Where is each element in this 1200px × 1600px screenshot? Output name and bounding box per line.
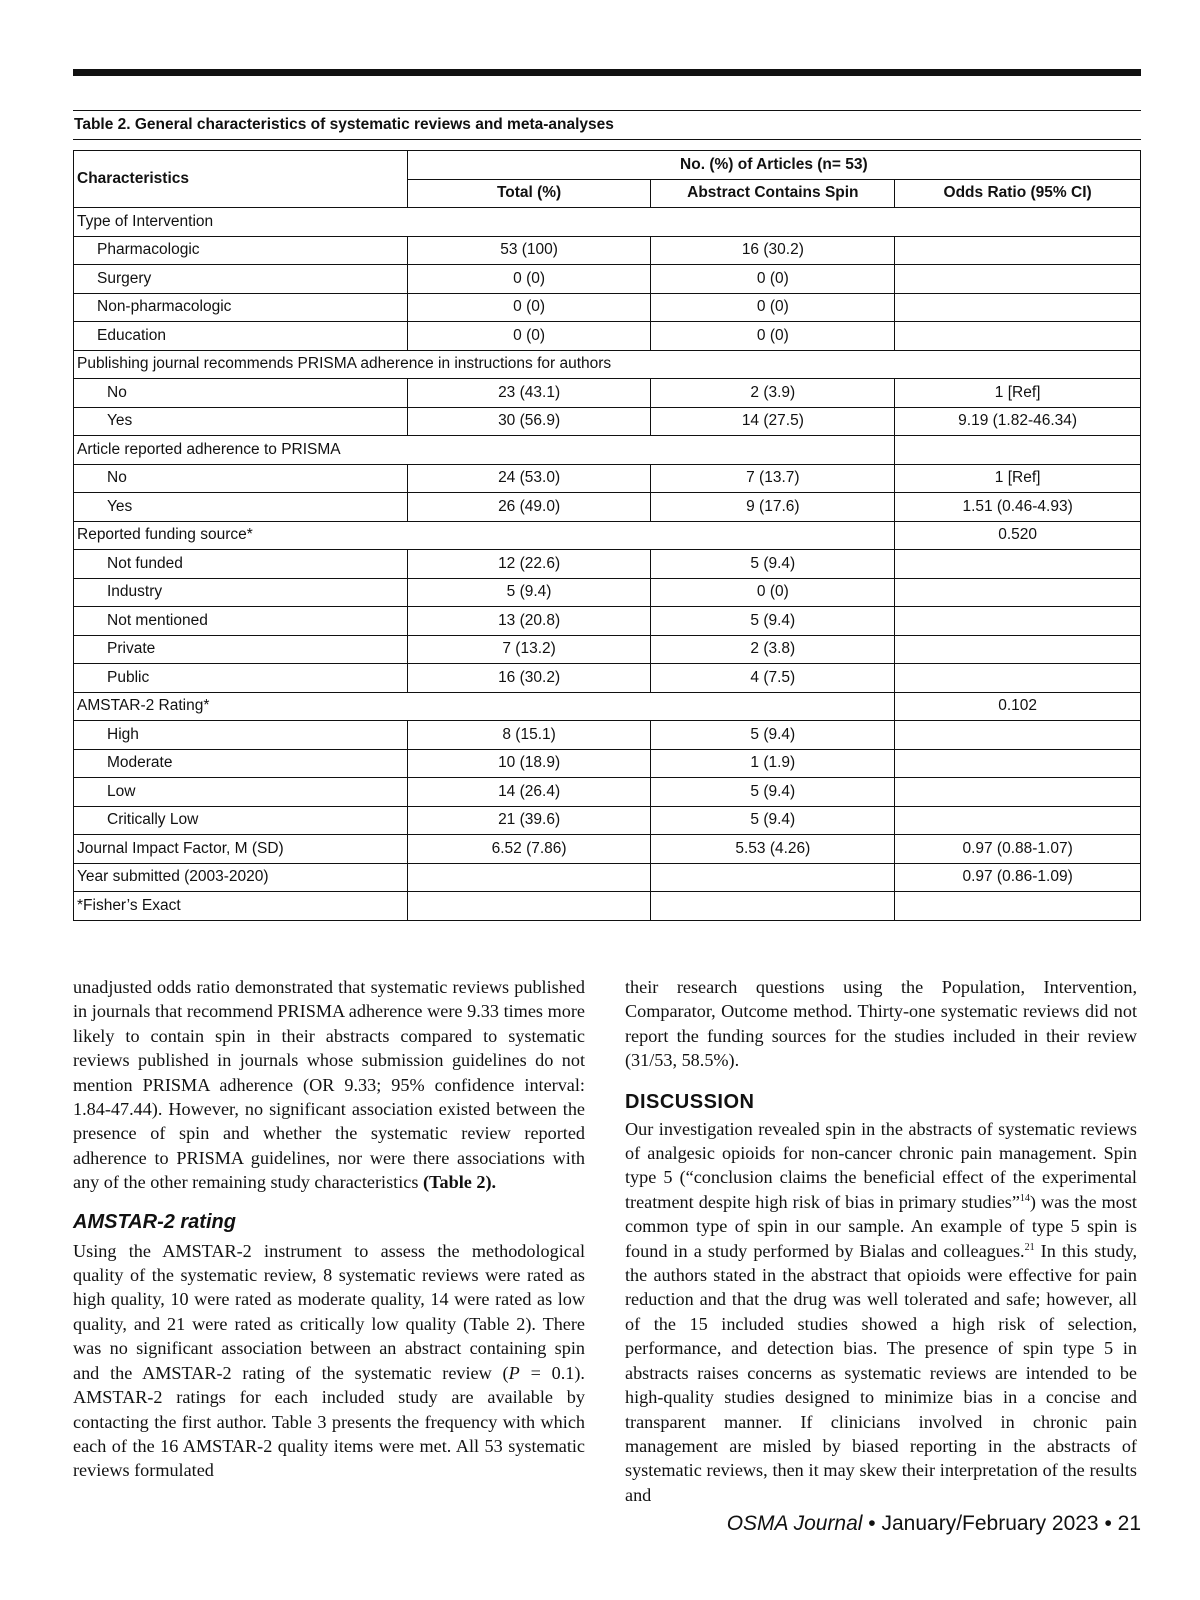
row-label: No bbox=[74, 464, 408, 493]
cell-total: 12 (22.6) bbox=[407, 550, 651, 579]
cell-total: 53 (100) bbox=[407, 236, 651, 265]
discussion-paragraph bbox=[625, 1117, 1137, 1508]
cell-spin: 5 (9.4) bbox=[651, 778, 895, 807]
table-row bbox=[74, 578, 1141, 607]
cell-odds: 0.102 bbox=[895, 692, 1141, 721]
row-label: Year submitted (2003-2020) bbox=[74, 863, 408, 892]
table-row bbox=[74, 521, 1141, 550]
table-row bbox=[74, 635, 1141, 664]
cell-spin: 0 (0) bbox=[651, 322, 895, 351]
table-row bbox=[74, 293, 1141, 322]
cell-odds bbox=[895, 635, 1141, 664]
cell-total: 30 (56.9) bbox=[407, 407, 651, 436]
table-row bbox=[74, 493, 1141, 522]
cell-spin: 5 (9.4) bbox=[651, 806, 895, 835]
table-row bbox=[74, 749, 1141, 778]
cell-spin: 0 (0) bbox=[651, 265, 895, 294]
row-label: Non-pharmacologic bbox=[74, 293, 408, 322]
cell-spin: 2 (3.8) bbox=[651, 635, 895, 664]
amstar-heading: AMSTAR-2 rating bbox=[73, 1210, 236, 1233]
amstar-text-2: = 0.1). AMSTAR-2 ratings for each included study are available by contacting the first author. Table 3 presents the frequency with which each of the 16 AMSTAR-2 quality items were met. All 53 systematic reviews formulated bbox=[73, 1362, 585, 1481]
cell-odds: 1 [Ref] bbox=[895, 464, 1141, 493]
cell-total: 26 (49.0) bbox=[407, 493, 651, 522]
row-label: Pharmacologic bbox=[74, 236, 408, 265]
cell-spin: 0 (0) bbox=[651, 578, 895, 607]
table-row bbox=[74, 806, 1141, 835]
results-paragraph bbox=[73, 975, 585, 1195]
row-label: No bbox=[74, 379, 408, 408]
section-label: Reported funding source* bbox=[74, 521, 895, 550]
cell-odds: 1.51 (0.46-4.93) bbox=[895, 493, 1141, 522]
characteristics-table bbox=[73, 150, 1141, 921]
row-label: Education bbox=[74, 322, 408, 351]
table-row bbox=[74, 407, 1141, 436]
cell-total bbox=[407, 863, 651, 892]
cell-odds bbox=[895, 607, 1141, 636]
cell-total: 23 (43.1) bbox=[407, 379, 651, 408]
cell-spin: 14 (27.5) bbox=[651, 407, 895, 436]
cell-odds: 1 [Ref] bbox=[895, 379, 1141, 408]
cell-odds: 0.520 bbox=[895, 521, 1141, 550]
row-label: Moderate bbox=[74, 749, 408, 778]
cell-odds bbox=[895, 806, 1141, 835]
section-label: Type of Intervention bbox=[74, 208, 1141, 237]
discussion-text-1: Our investigation revealed spin in the abstracts of systematic reviews of analgesic opioids for non-cancer chronic pain management. Spin type 5 (“conclusion claims the beneficial effect of the experimental treatment despite high risk of bias in primary studies” bbox=[625, 1118, 1137, 1212]
cell-odds bbox=[895, 892, 1141, 921]
table-row bbox=[74, 436, 1141, 465]
discussion-text-3: In this study, the authors stated in the abstract that opioids were effective for pain reduction and that the drug was well tolerated and safe; however, all of the 15 included studies showed a high risk of selection, performance, and detection bias. The presence of spin type 5 in abstracts raises concerns as systematic reviews are intended to be high-quality studies designed to minimize bias in a concise and transparent manner. If clinicians involved in chronic pain management are misled by biased reporting in the abstracts of systematic reviews, then it may skew their interpretation of the results and bbox=[625, 1240, 1137, 1505]
row-label: *Fisher’s Exact bbox=[74, 892, 408, 921]
table-row bbox=[74, 664, 1141, 693]
table-row bbox=[74, 692, 1141, 721]
row-label: Public bbox=[74, 664, 408, 693]
cell-odds bbox=[895, 664, 1141, 693]
header-total: Total (%) bbox=[407, 179, 651, 208]
cell-odds bbox=[895, 293, 1141, 322]
cell-spin bbox=[651, 863, 895, 892]
table-row bbox=[74, 322, 1141, 351]
header-group: No. (%) of Articles (n= 53) bbox=[407, 151, 1140, 180]
table-row bbox=[74, 265, 1141, 294]
cell-total: 7 (13.2) bbox=[407, 635, 651, 664]
cell-total: 6.52 (7.86) bbox=[407, 835, 651, 864]
row-label: High bbox=[74, 721, 408, 750]
header-characteristics: Characteristics bbox=[74, 151, 408, 208]
cell-odds: 0.97 (0.88-1.07) bbox=[895, 835, 1141, 864]
cell-odds bbox=[895, 322, 1141, 351]
amstar-text-1: Using the AMSTAR-2 instrument to assess the methodological quality of the systematic review, 8 systematic reviews were rated as high quality, 10 were rated as moderate quality, 14 were rated as low quality, and 21 were rated as critically low quality (Table 2). There was no significant association between an abstract containing spin and the AMSTAR-2 rating of the systematic review ( bbox=[73, 1240, 585, 1383]
header-spin: Abstract Contains Spin bbox=[651, 179, 895, 208]
issue-info: • January/February 2023 • 21 bbox=[862, 1512, 1141, 1535]
row-label: Surgery bbox=[74, 265, 408, 294]
cell-total bbox=[407, 892, 651, 921]
section-label: Article reported adherence to PRISMA bbox=[74, 436, 895, 465]
methods-paragraph: their research questions using the Population, Intervention, Comparator, Outcome method. Thirty-one systematic reviews did not report the funding sources for the studies included in their review (31/53, 58.5%). bbox=[625, 977, 1137, 1071]
cell-odds bbox=[895, 265, 1141, 294]
cell-total: 16 (30.2) bbox=[407, 664, 651, 693]
amstar-paragraph bbox=[73, 1239, 585, 1483]
table-body bbox=[74, 208, 1141, 921]
cell-spin: 1 (1.9) bbox=[651, 749, 895, 778]
cell-total: 0 (0) bbox=[407, 322, 651, 351]
table-row bbox=[74, 236, 1141, 265]
top-rule bbox=[73, 69, 1141, 76]
row-label: Critically Low bbox=[74, 806, 408, 835]
cell-spin: 2 (3.9) bbox=[651, 379, 895, 408]
cell-spin: 7 (13.7) bbox=[651, 464, 895, 493]
results-text: unadjusted odds ratio demonstrated that systematic reviews published in journals that recommend PRISMA adherence were 9.33 times more likely to contain spin in their abstracts compared to systematic reviews published in journals whose submission guidelines do not mention PRISMA adherence (OR 9.33; 95% confidence interval: 1.84-47.44). However, no significant association existed between the presence of spin and whether the systematic review reported adherence to PRISMA guidelines, nor were there associations with any of the other remaining study characteristics bbox=[73, 977, 585, 1193]
row-label: Low bbox=[74, 778, 408, 807]
row-label: Yes bbox=[74, 493, 408, 522]
cell-total: 0 (0) bbox=[407, 265, 651, 294]
cell-spin: 5.53 (4.26) bbox=[651, 835, 895, 864]
reference-14: 14 bbox=[1019, 1192, 1030, 1204]
discussion-text-2: ) was the most common type of spin in our sample. An example of type 5 spin is found in a study performed by Bialas and colleagues. bbox=[625, 1191, 1137, 1261]
row-label: Industry bbox=[74, 578, 408, 607]
table-row bbox=[74, 464, 1141, 493]
cell-spin: 5 (9.4) bbox=[651, 721, 895, 750]
cell-odds bbox=[895, 749, 1141, 778]
table-row bbox=[74, 379, 1141, 408]
table-row bbox=[74, 835, 1141, 864]
cell-odds bbox=[895, 236, 1141, 265]
page-footer bbox=[727, 1512, 1141, 1536]
cell-total: 21 (39.6) bbox=[407, 806, 651, 835]
discussion-heading: DISCUSSION bbox=[625, 1090, 755, 1113]
row-label: Not mentioned bbox=[74, 607, 408, 636]
cell-odds: 9.19 (1.82-46.34) bbox=[895, 407, 1141, 436]
table-caption: Table 2. General characteristics of systematic reviews and meta-analyses bbox=[73, 110, 1141, 140]
cell-odds bbox=[895, 436, 1141, 465]
reference-21: 21 bbox=[1024, 1241, 1035, 1253]
table-header-row bbox=[74, 151, 1141, 180]
left-column bbox=[73, 975, 585, 1483]
row-label: Yes bbox=[74, 407, 408, 436]
header-odds: Odds Ratio (95% CI) bbox=[895, 179, 1141, 208]
cell-total: 24 (53.0) bbox=[407, 464, 651, 493]
cell-odds bbox=[895, 721, 1141, 750]
table-row bbox=[74, 892, 1141, 921]
cell-total: 14 (26.4) bbox=[407, 778, 651, 807]
p-symbol: P bbox=[508, 1362, 520, 1383]
table-row bbox=[74, 208, 1141, 237]
cell-total: 13 (20.8) bbox=[407, 607, 651, 636]
table-row bbox=[74, 863, 1141, 892]
table-row bbox=[74, 721, 1141, 750]
cell-odds bbox=[895, 550, 1141, 579]
cell-spin bbox=[651, 892, 895, 921]
cell-odds: 0.97 (0.86-1.09) bbox=[895, 863, 1141, 892]
right-column bbox=[625, 975, 1137, 1507]
table-row bbox=[74, 778, 1141, 807]
cell-spin: 4 (7.5) bbox=[651, 664, 895, 693]
section-label: AMSTAR-2 Rating* bbox=[74, 692, 895, 721]
table-row bbox=[74, 350, 1141, 379]
section-label: Publishing journal recommends PRISMA adherence in instructions for authors bbox=[74, 350, 1141, 379]
row-label: Private bbox=[74, 635, 408, 664]
journal-name: OSMA Journal bbox=[726, 1512, 863, 1535]
table-row bbox=[74, 550, 1141, 579]
cell-total: 0 (0) bbox=[407, 293, 651, 322]
cell-spin: 0 (0) bbox=[651, 293, 895, 322]
cell-spin: 5 (9.4) bbox=[651, 550, 895, 579]
cell-spin: 16 (30.2) bbox=[651, 236, 895, 265]
cell-odds bbox=[895, 578, 1141, 607]
row-label: Not funded bbox=[74, 550, 408, 579]
row-label: Journal Impact Factor, M (SD) bbox=[74, 835, 408, 864]
cell-total: 10 (18.9) bbox=[407, 749, 651, 778]
cell-spin: 5 (9.4) bbox=[651, 607, 895, 636]
cell-spin: 9 (17.6) bbox=[651, 493, 895, 522]
cell-odds bbox=[895, 778, 1141, 807]
cell-total: 5 (9.4) bbox=[407, 578, 651, 607]
table-row bbox=[74, 607, 1141, 636]
table-reference: (Table 2). bbox=[423, 1172, 497, 1193]
cell-total: 8 (15.1) bbox=[407, 721, 651, 750]
